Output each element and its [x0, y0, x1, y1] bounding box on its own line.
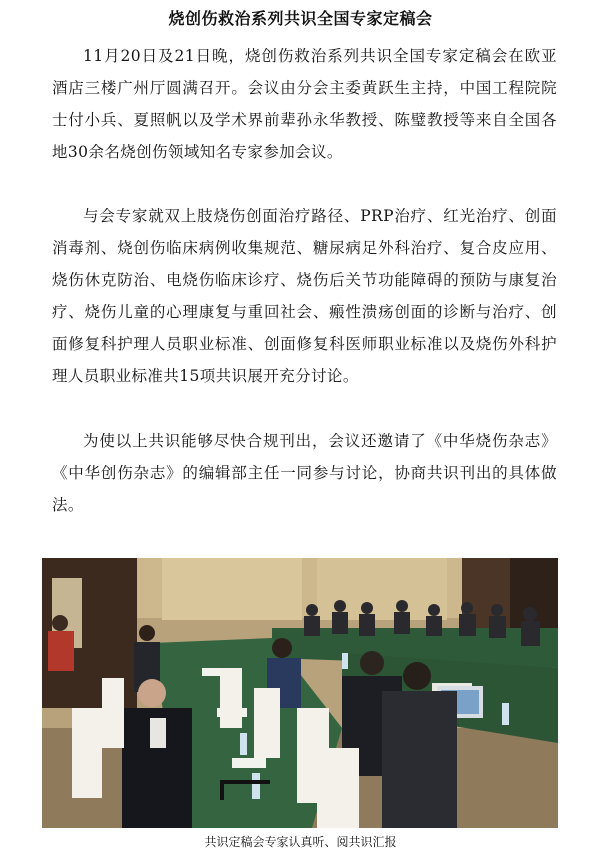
paragraph-topics: 与会专家就双上肢烧伤创面治疗路径、PRP治疗、红光治疗、创面消毒剂、烧创伤临床病例收集规范、糖尿病足外科治疗、复合皮应用、烧伤休克防治、电烧伤临床诊疗、烧伤后关节功能障碍的预防与康复治疗、烧伤儿童的心理康复与重回社会、瘢性溃疡创面的诊断与治疗、创面修复科护理人员职业标准、创面修复科医师职业标准以及烧伤外科护理人员职业标准共15项共识展开充分讨论。 — [52, 207, 557, 385]
paragraph-meeting-intro: 11月20日及21日晚，烧创伤救治系列共识全国专家定稿会在欧亚酒店三楼广州厅圆满召开。会议由分会主委黄跃生主持，中国工程院院士付小兵、夏照帆以及学术界前辈孙永华教授、陈璧教授等来自全国各地30余名烧创伤领域知名专家参加会议。 — [52, 47, 557, 161]
photo-caption: 共识定稿会专家认真听、阅共识汇报 — [204, 835, 397, 849]
meeting-photo — [42, 558, 558, 828]
paragraph-journals: 为使以上共识能够尽快合规刊出，会议还邀请了《中华烧伤杂志》《中华创伤杂志》的编辑部主任一同参与讨论，协商共识刊出的具体做法。 — [52, 432, 557, 514]
document-title: 烧创伤救治系列共识全国专家定稿会 — [168, 9, 433, 28]
